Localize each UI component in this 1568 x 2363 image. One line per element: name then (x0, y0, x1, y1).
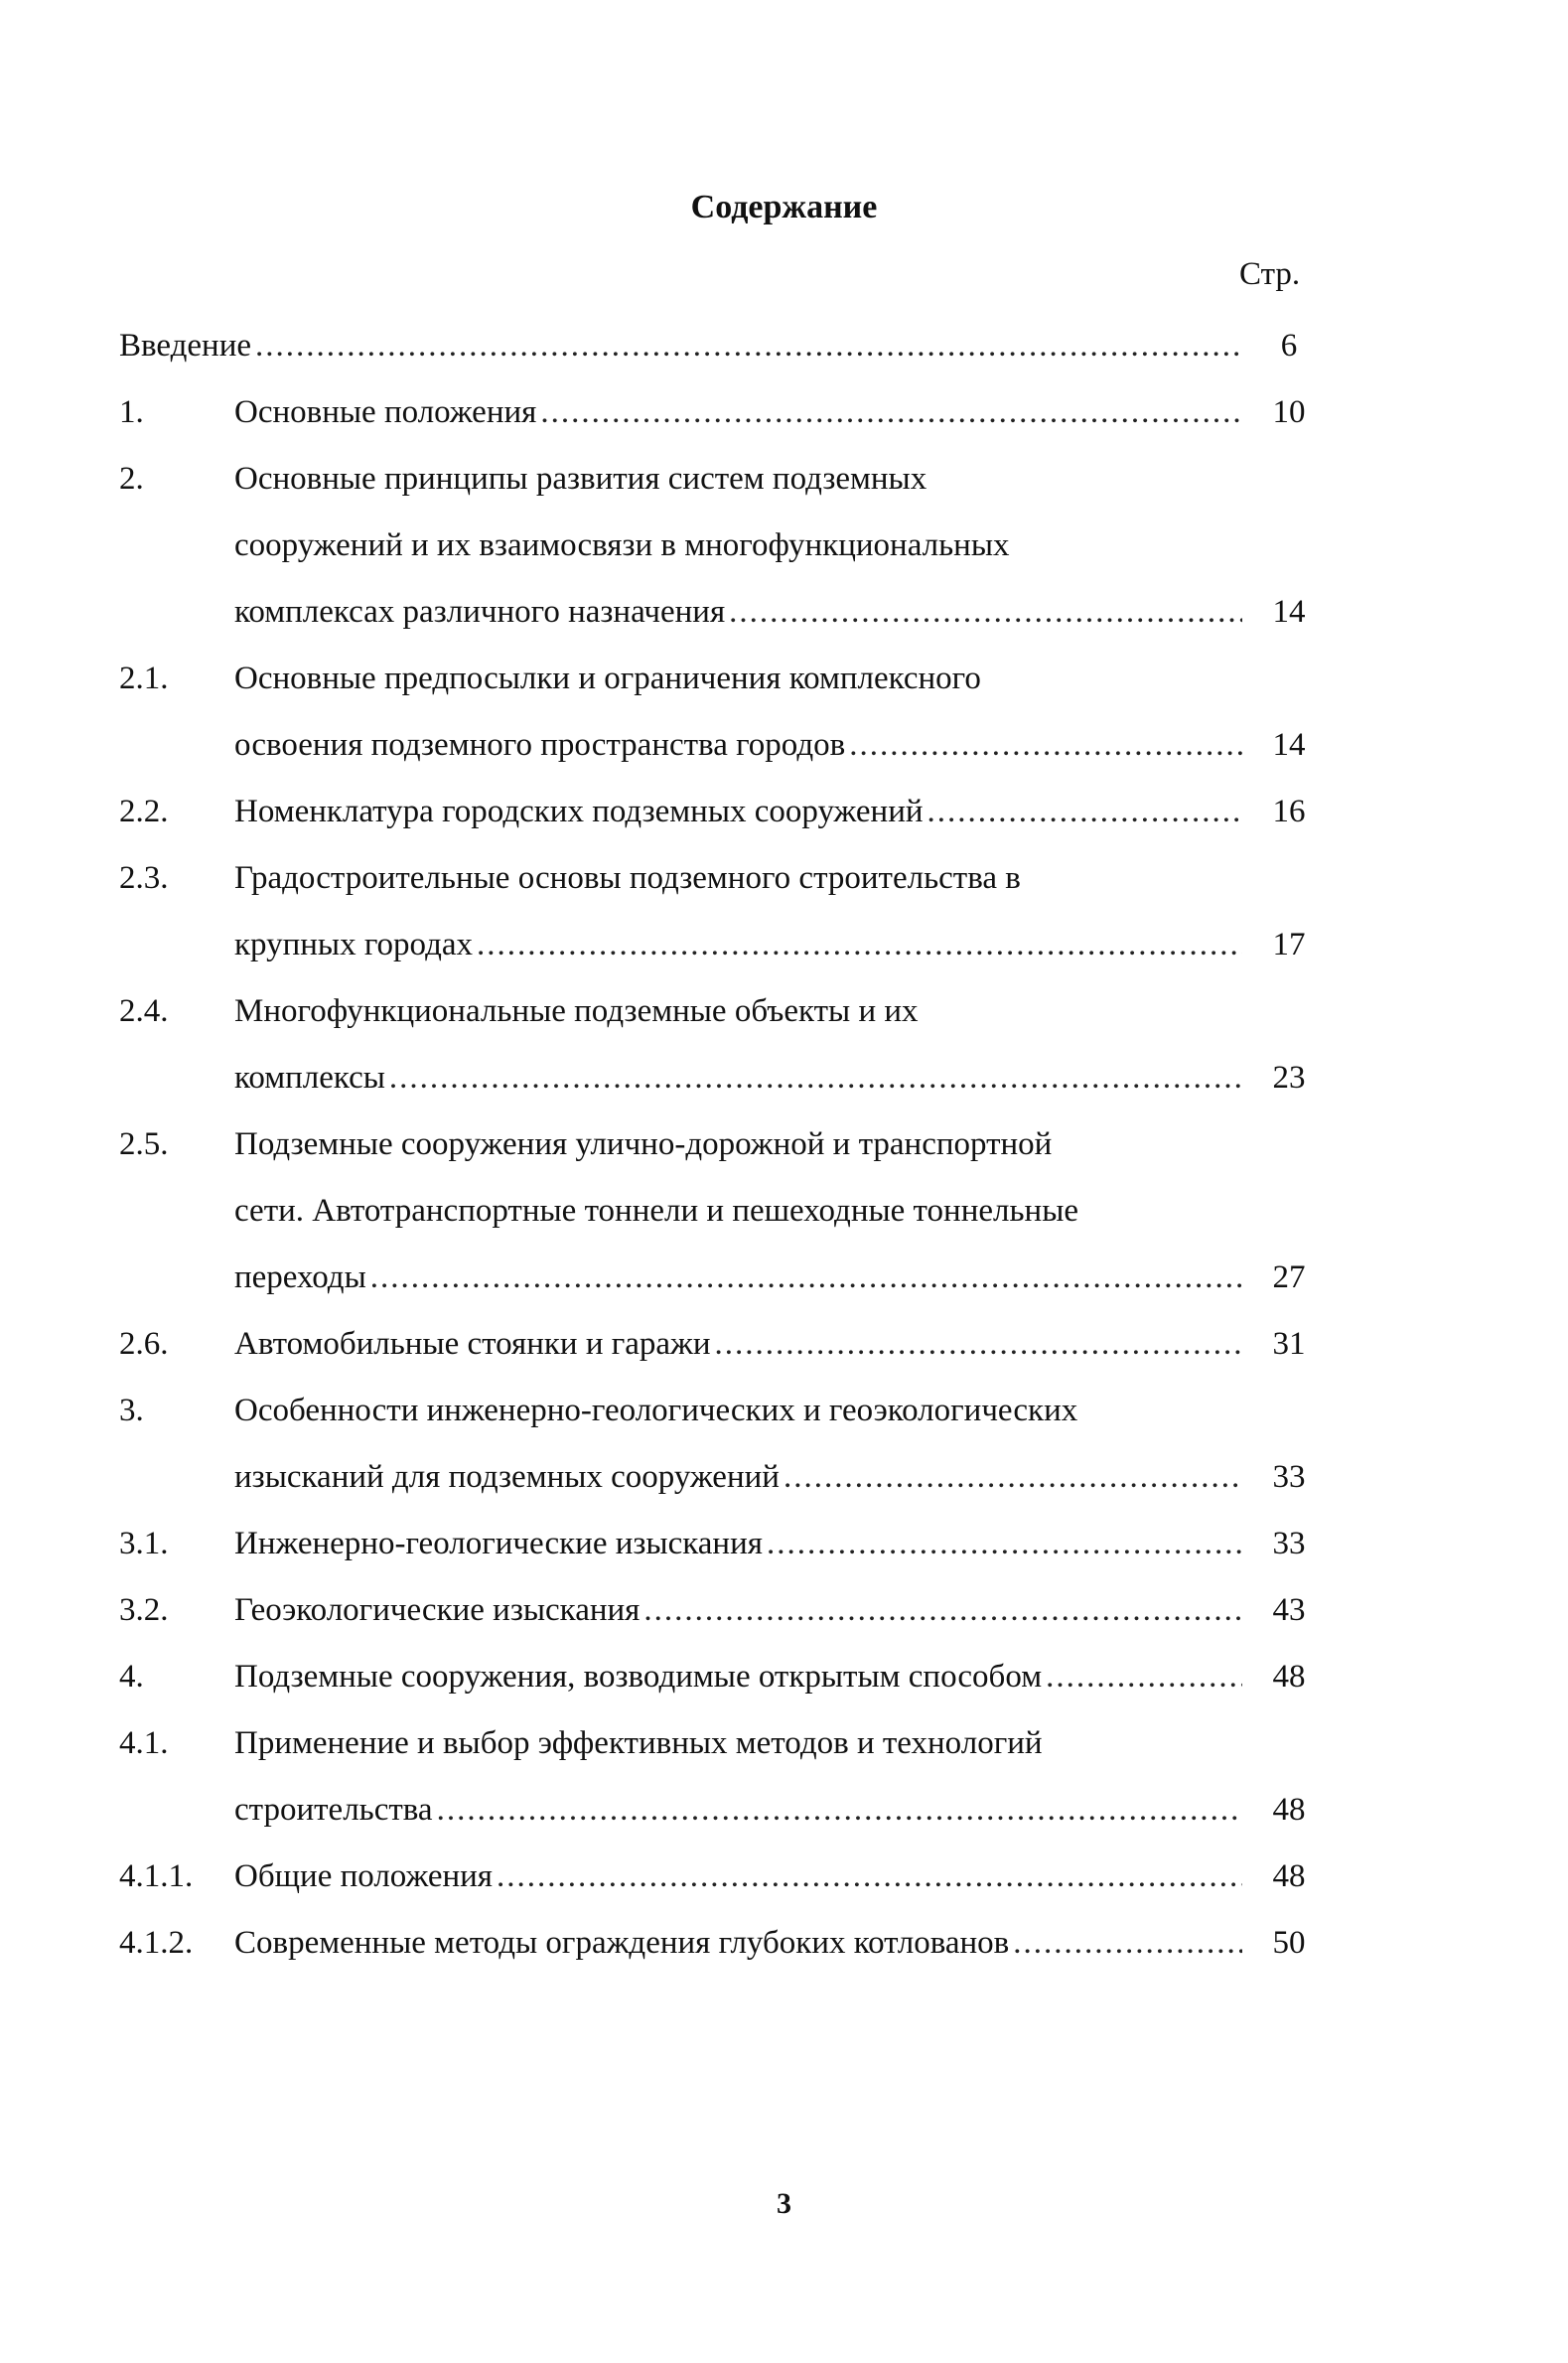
toc-page-number: 6 (1280, 328, 1298, 364)
dot-leader (370, 1253, 1242, 1302)
dot-leader (767, 1519, 1242, 1568)
toc-entry-text: комплексы (234, 1060, 385, 1096)
toc-entry-number: 2. (119, 461, 144, 497)
dot-leader (643, 1585, 1242, 1635)
toc-page-number: 33 (1272, 1526, 1306, 1561)
toc-page-number: 48 (1272, 1659, 1306, 1695)
toc-entry-number: 2.3. (119, 860, 169, 896)
toc-entry-line: сети. Автотранспортные тоннели и пешеходные тоннельные (234, 1193, 1079, 1229)
toc-entry-line: Особенности инженерно-геологических и геоэкологических (234, 1393, 1078, 1428)
toc-entry-line (234, 387, 1246, 437)
toc-page-number: 43 (1272, 1592, 1306, 1628)
dot-leader (1046, 1652, 1242, 1701)
toc-entry-number: 4.1.1. (119, 1858, 194, 1894)
toc-entry-line (234, 1253, 1246, 1302)
dot-leader (497, 1851, 1242, 1901)
toc-entry-line (234, 587, 1246, 637)
toc-entry-text: изысканий для подземных сооружений (234, 1459, 780, 1495)
dot-leader (927, 787, 1242, 836)
toc-entry-number: 4.1.2. (119, 1925, 194, 1961)
toc-entry-line: Основные предпосылки и ограничения комплексного (234, 661, 981, 696)
toc-entry-line: Подземные сооружения улично-дорожной и транспортной (234, 1126, 1053, 1162)
toc-entry-line (234, 787, 1246, 836)
dot-leader (255, 321, 1242, 370)
dot-leader (715, 1319, 1242, 1369)
toc-entry-number: 3. (119, 1393, 144, 1428)
toc-entry-line (234, 1785, 1246, 1835)
toc-entry-text: Инженерно-геологические изыскания (234, 1526, 763, 1561)
toc-entry-line (234, 920, 1246, 969)
toc-page-number: 16 (1272, 794, 1306, 829)
dot-leader (477, 920, 1242, 969)
toc-page-number: 33 (1272, 1459, 1306, 1495)
toc-page-number: 14 (1272, 594, 1306, 630)
toc-page-number: 23 (1272, 1060, 1306, 1096)
toc-entry-text: Современные методы ограждения глубоких котлованов (234, 1925, 1010, 1961)
toc-page-number: 17 (1272, 927, 1306, 962)
toc-entry-line: Применение и выбор эффективных методов и технологий (234, 1725, 1043, 1761)
toc-entry-line: Многофункциональные подземные объекты и их (234, 993, 919, 1029)
toc-entry-line (234, 1652, 1246, 1701)
toc-entry-text: строительства (234, 1792, 433, 1828)
toc-entry-line (234, 1851, 1246, 1901)
toc-entry-line (234, 1918, 1246, 1968)
dot-leader (729, 587, 1242, 637)
toc-entry-line (119, 321, 1246, 370)
toc-entry-number: 4. (119, 1659, 144, 1695)
toc-entry-line (234, 1452, 1246, 1502)
toc-entry-number: 2.1. (119, 661, 169, 696)
dot-leader (1013, 1918, 1242, 1968)
toc-heading: Содержание (690, 189, 878, 225)
toc-page-number: 14 (1272, 727, 1306, 763)
dot-leader (849, 720, 1242, 770)
toc-entry-line (234, 720, 1246, 770)
toc-entry-text: Автомобильные стоянки и гаражи (234, 1326, 711, 1362)
dot-leader (389, 1053, 1242, 1103)
toc-entry-number: 3.2. (119, 1592, 169, 1628)
toc-entry-line (234, 1519, 1246, 1568)
toc-entry-number: 2.4. (119, 993, 169, 1029)
dot-leader (784, 1452, 1242, 1502)
toc-entry-line: Градостроительные основы подземного строительства в (234, 860, 1021, 896)
toc-entry-text: Основные положения (234, 394, 537, 430)
toc-page-number: 10 (1272, 394, 1306, 430)
toc-page-number: 31 (1272, 1326, 1306, 1362)
toc-entry-number: 3.1. (119, 1526, 169, 1561)
toc-entry-line: сооружений и их взаимосвязи в многофункциональных (234, 527, 1010, 563)
page-number: 3 (777, 2187, 791, 2220)
toc-entry-text: переходы (234, 1259, 366, 1295)
page-column-label: Стр. (1239, 256, 1301, 292)
toc-entry-text: Введение (119, 328, 252, 364)
toc-page-number: 27 (1272, 1259, 1306, 1295)
toc-entry-number: 2.2. (119, 794, 169, 829)
toc-entry-text: комплексах различного назначения (234, 594, 726, 630)
toc-entry-text: Подземные сооружения, возводимые открытым способом (234, 1659, 1043, 1695)
toc-entry-line (234, 1053, 1246, 1103)
toc-page-number: 50 (1272, 1925, 1306, 1961)
toc-page-number: 48 (1272, 1792, 1306, 1828)
toc-entry-line (234, 1585, 1246, 1635)
toc-entry-text: Номенклатура городских подземных сооружений (234, 794, 924, 829)
toc-entry-text: крупных городах (234, 927, 474, 962)
dot-leader (437, 1785, 1242, 1835)
toc-entry-number: 1. (119, 394, 144, 430)
toc-entry-number: 4.1. (119, 1725, 169, 1761)
toc-entry-number: 2.5. (119, 1126, 169, 1162)
toc-page-number: 48 (1272, 1858, 1306, 1894)
toc-entry-line (234, 1319, 1246, 1369)
toc-entry-text: Геоэкологические изыскания (234, 1592, 641, 1628)
toc-entry-number: 2.6. (119, 1326, 169, 1362)
toc-entry-line: Основные принципы развития систем подземных (234, 461, 927, 497)
toc-entry-text: Общие положения (234, 1858, 493, 1894)
dot-leader (540, 387, 1242, 437)
toc-entry-text: освоения подземного пространства городов (234, 727, 846, 763)
